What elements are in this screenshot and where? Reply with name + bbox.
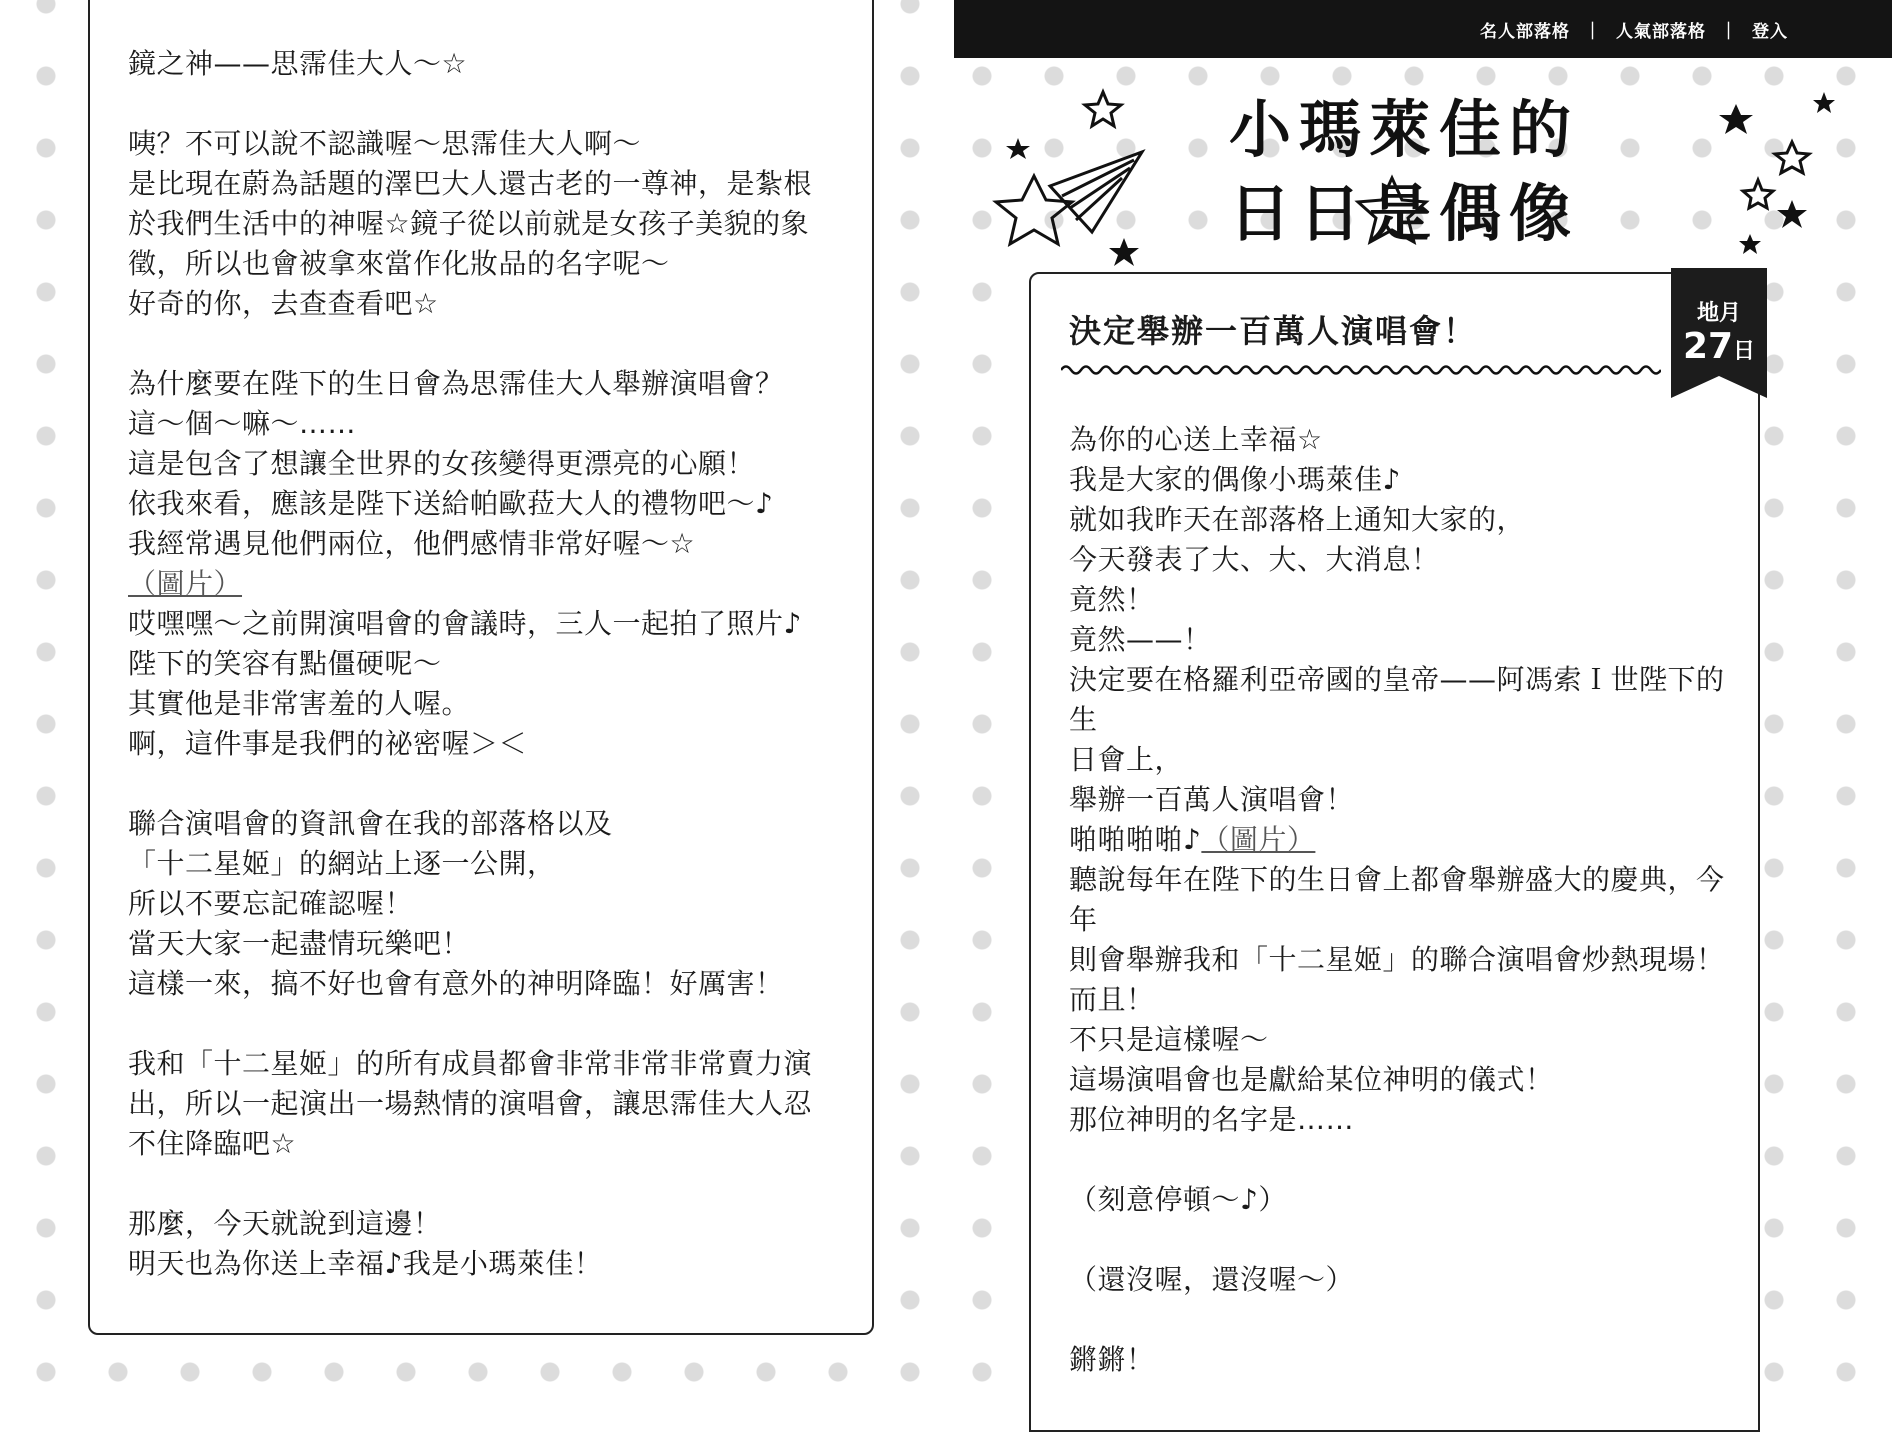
top-nav-bar	[954, 0, 1892, 58]
paragraph-line: 所以不要忘記確認喔！	[128, 887, 414, 920]
paragraph-line: （還沒喔，還沒喔～）	[1069, 1263, 1355, 1296]
shooting-star-icon	[996, 176, 1072, 244]
blank-line	[128, 1004, 836, 1044]
paragraph-line: 就如我昨天在部落格上通知大家的，	[1069, 503, 1526, 536]
star-outline-icon	[1085, 92, 1121, 126]
entry-date-badge	[1671, 268, 1767, 398]
nav-popular-blogs[interactable]: 人氣部落格	[1616, 21, 1706, 42]
paragraph-line: 那麼，今天就說到這邊！	[128, 1207, 442, 1240]
paragraph-line: 則會舉辦我和「十二星姬」的聯合演唱會炒熱現場！	[1069, 943, 1725, 976]
paragraph-line: 而且！	[1069, 983, 1155, 1016]
paragraph-line: 徵，所以也會被拿來當作化妝品的名字呢～	[128, 247, 670, 280]
star-icon	[1006, 138, 1030, 159]
image-link[interactable]: （圖片）	[1201, 823, 1316, 856]
paragraph-line: 鏘鏘！	[1069, 1343, 1155, 1376]
paragraph-line: 當天大家一起盡情玩樂吧！	[128, 927, 471, 960]
blog-title-line2: 日日是偶像	[1228, 177, 1579, 250]
left-page	[0, 0, 946, 1400]
star-icon	[1813, 92, 1835, 113]
nav-separator: ｜	[1720, 21, 1738, 42]
paragraph-line: 咦？不可以說不認識喔～思霈佳大人啊～	[128, 127, 642, 160]
paragraph-line: 不只是這樣喔～	[1069, 1023, 1269, 1056]
paragraph-line: 明天也為你送上幸福♪我是小瑪萊佳！	[128, 1247, 603, 1280]
blog-title[interactable]	[1194, 88, 1614, 256]
paragraph-line: 我經常遇見他們兩位，他們感情非常好喔～☆	[128, 527, 696, 560]
paragraph-line: 這～個～嘛～……	[128, 407, 357, 440]
paragraph-line: 依我來看，應該是陛下送給帕歐菈大人的禮物吧～♪	[128, 487, 774, 520]
paragraph-line: （刻意停頓～♪）	[1069, 1183, 1287, 1216]
date-day: 27日	[1682, 326, 1756, 367]
paragraph-line: 鏡之神——思霈佳大人～☆	[128, 47, 468, 80]
star-icon	[1109, 238, 1139, 266]
blank-line	[1069, 1140, 1749, 1180]
paragraph-line: 不住降臨吧☆	[128, 1127, 297, 1160]
blank-line	[1069, 1300, 1749, 1340]
image-link-line	[1069, 820, 1749, 860]
paragraph-line: 其實他是非常害羞的人喔。	[128, 687, 471, 720]
paragraph-line: 竟然——！	[1069, 623, 1212, 656]
link-line-prefix: 啪啪啪啪♪	[1069, 823, 1202, 856]
star-outline-icon	[1775, 142, 1809, 173]
wavy-divider	[1061, 362, 1661, 378]
paragraph-line: 這是包含了想讓全世界的女孩變得更漂亮的心願！	[128, 447, 756, 480]
right-page	[946, 0, 1892, 1400]
paragraph-line: 好奇的你，去查查看吧☆	[128, 287, 439, 320]
paragraph-line: 我和「十二星姬」的所有成員都會非常非常非常賣力演	[128, 1047, 813, 1080]
paragraph-line: 聯合演唱會的資訊會在我的部落格以及	[128, 807, 613, 840]
paragraph-line: 舉辦一百萬人演唱會！	[1069, 783, 1355, 816]
paragraph-line: 是比現在蔚為話題的澤巴大人還古老的一尊神，是紮根	[128, 167, 813, 200]
paragraph-line: 這樣一來，搞不好也會有意外的神明降臨！好厲害！	[128, 967, 784, 1000]
date-month: 地月	[1696, 301, 1741, 326]
nav-separator: ｜	[1584, 21, 1602, 42]
blog-title-line1: 小瑪萊佳的	[1228, 93, 1579, 166]
paragraph-line: 出，所以一起演出一場熱情的演唱會，讓思霈佳大人忍	[128, 1087, 813, 1120]
entry-title[interactable]: 決定舉辦一百萬人演唱會！	[1069, 312, 1478, 350]
blank-line	[128, 84, 836, 124]
star-icon	[1719, 104, 1753, 134]
paragraph-line: 這場演唱會也是獻給某位神明的儀式！	[1069, 1063, 1554, 1096]
image-link-line	[128, 564, 836, 604]
image-link[interactable]: （圖片）	[128, 567, 243, 600]
paragraph-line: 日會上，	[1069, 743, 1184, 776]
paragraph-line: 我是大家的偶像小瑪萊佳♪	[1069, 463, 1401, 496]
nav-login[interactable]: 登入	[1752, 21, 1788, 42]
paragraph-line: 為你的心送上幸福☆	[1069, 423, 1323, 456]
star-icon	[1739, 234, 1761, 254]
paragraph-line: 為什麼要在陛下的生日會為思霈佳大人舉辦演唱會？	[128, 367, 784, 400]
paragraph-line: 那位神明的名字是……	[1069, 1103, 1355, 1136]
paragraph-line: 於我們生活中的神喔☆鏡子從以前就是女孩子美貌的象	[128, 207, 810, 240]
left-blog-continuation	[88, 0, 874, 1335]
blank-line	[1069, 1220, 1749, 1260]
blank-line	[128, 1164, 836, 1204]
paragraph-line: 聽說每年在陛下的生日會上都會舉辦盛大的慶典，今年	[1069, 863, 1725, 936]
star-outline-icon	[1743, 180, 1773, 208]
paragraph-line: 竟然！	[1069, 583, 1155, 616]
blank-line	[128, 764, 836, 804]
paragraph-line: 今天發表了大、大、大消息！	[1069, 543, 1440, 576]
nav-celebrity-blogs[interactable]: 名人部落格	[1480, 21, 1570, 42]
blog-entry-card	[1029, 272, 1760, 1432]
paragraph-line: 陛下的笑容有點僵硬呢～	[128, 647, 442, 680]
entry-body	[1069, 420, 1749, 1380]
star-icon	[1777, 200, 1807, 228]
blank-line	[128, 324, 836, 364]
paragraph-line: 決定要在格羅利亞帝國的皇帝——阿馮索Ｉ世陛下的生	[1069, 663, 1725, 736]
paragraph-line: 啊，這件事是我們的祕密喔＞＜	[128, 727, 528, 760]
paragraph-line: 「十二星姬」的網站上逐一公開，	[128, 847, 556, 880]
paragraph-line: 哎嘿嘿～之前開演唱會的會議時，三人一起拍了照片♪	[128, 607, 802, 640]
